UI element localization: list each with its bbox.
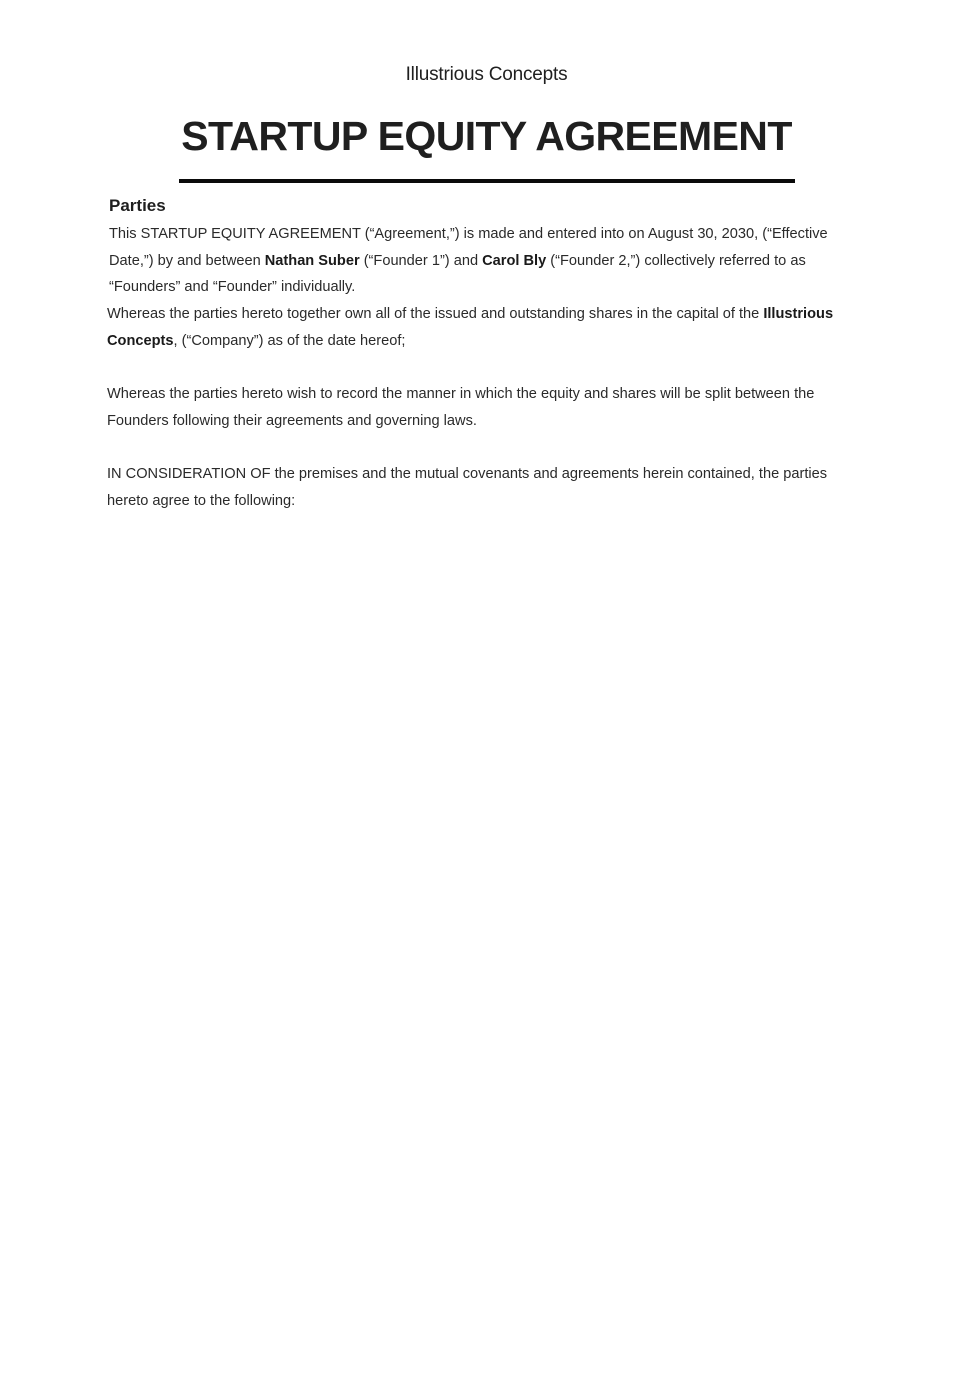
whereas-shares-text-1: Whereas the parties hereto together own all of the issued and outstanding shares in the capital of the [107, 306, 764, 322]
title-divider [179, 179, 795, 183]
founder-1-name: Nathan Suber [264, 252, 360, 269]
document-title: STARTUP EQUITY AGREEMENT [181, 113, 792, 159]
intro-text-3: (“Founder 2,”) collectively referred to as “Founders” and “Founder” individually. [109, 252, 806, 296]
whereas-shares-text-2: , (“Company”) as of the date hereof; [173, 332, 406, 349]
company-name: Illustrious Concepts [405, 64, 568, 85]
parties-paragraph-whereas-equity: Whereas the parties hereto wish to record the manner in which the equity and shares will be split between the Founders following their agreements and governing laws. [107, 386, 815, 429]
parties-paragraph-whereas-shares [107, 301, 859, 354]
intro-text-2: (“Founder 1”) and [359, 252, 483, 269]
parties-paragraph-intro [109, 221, 849, 301]
founder-2-name: Carol Bly [482, 252, 547, 269]
intro-text-1: This STARTUP EQUITY AGREEMENT (“Agreement,”) is made and entered into on August 30, 2030, (“Effective Date,”) by and between [109, 226, 828, 269]
company-name-inline: Illustrious Concepts [107, 306, 834, 349]
section-heading-parties: Parties [109, 196, 166, 215]
parties-paragraph-consideration: IN CONSIDERATION OF the premises and the mutual covenants and agreements herein contained, the parties hereto agree to the following: [107, 466, 828, 509]
